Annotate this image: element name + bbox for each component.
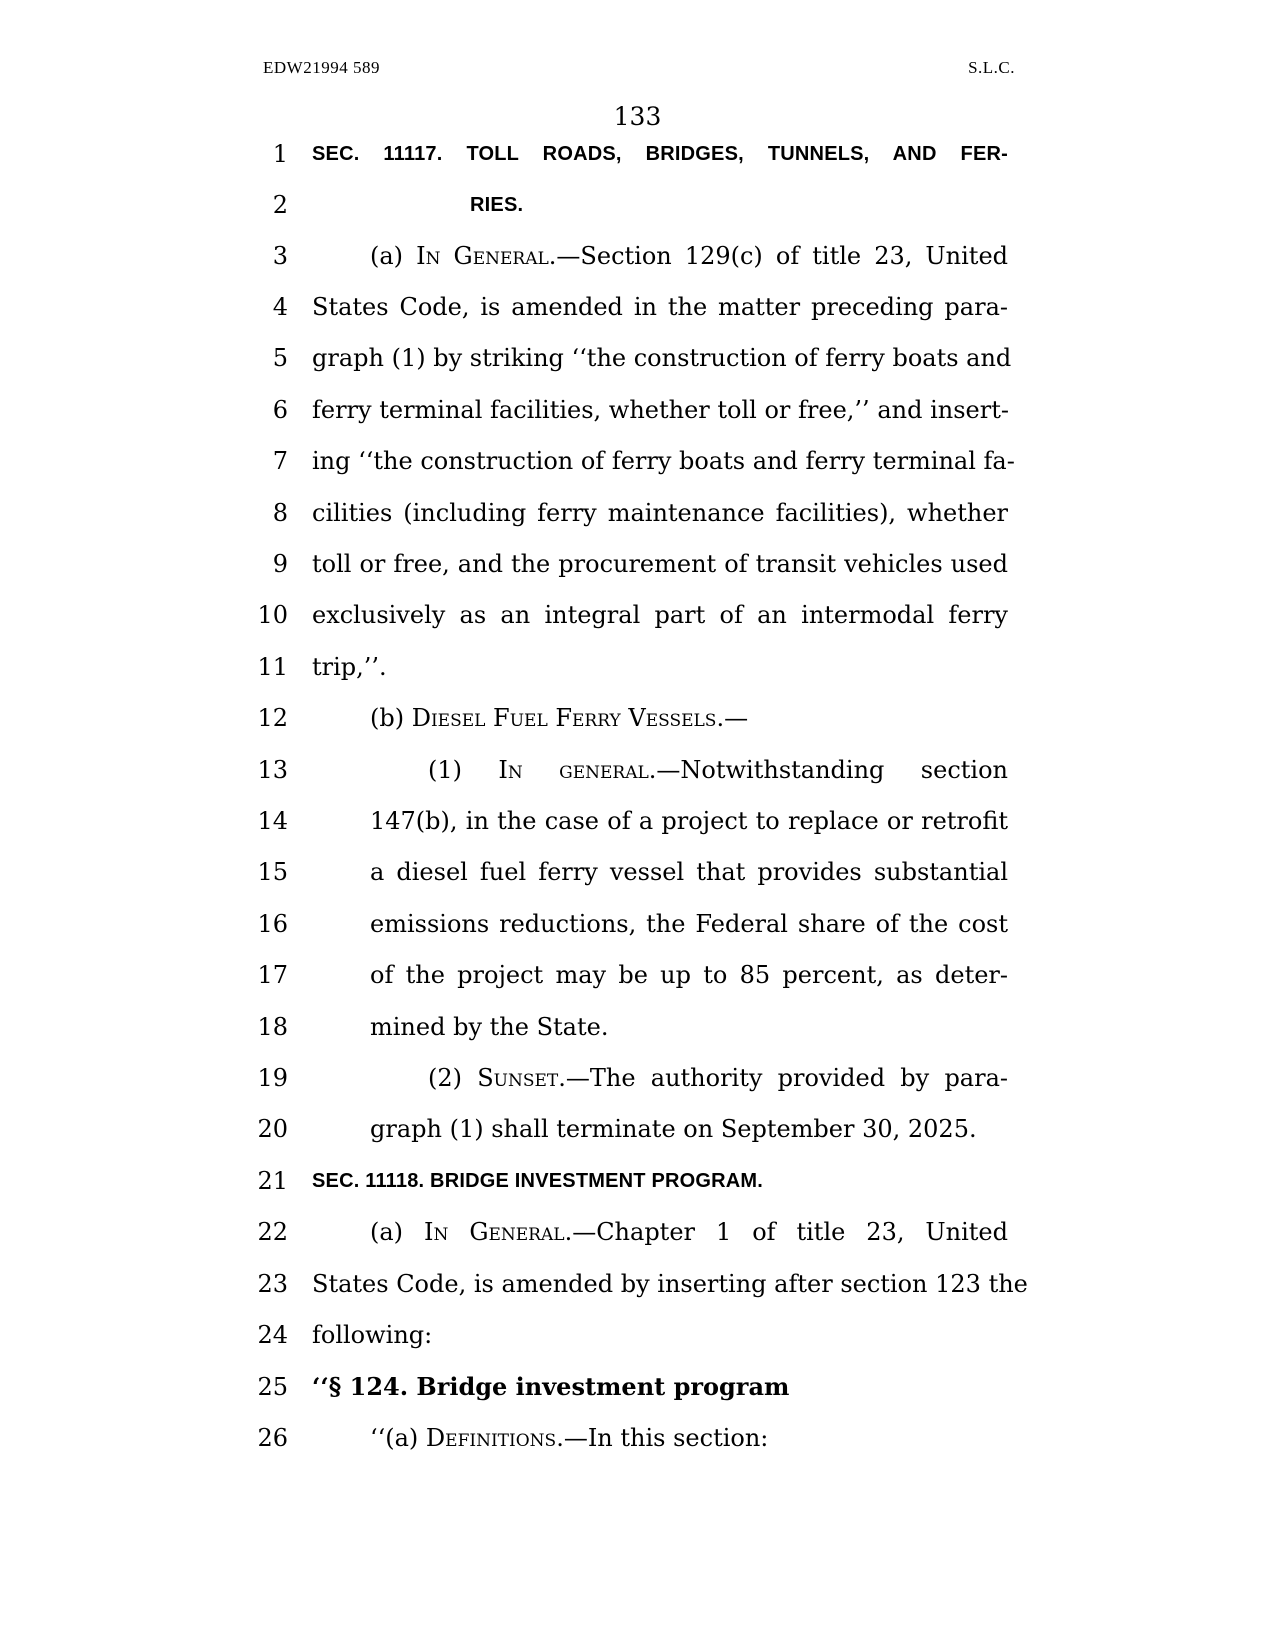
- line-number: 8: [272, 499, 288, 527]
- document-id: EDW21994 589: [263, 58, 380, 77]
- text-line: of the project may be up to 85 percent, as deter-: [370, 961, 1008, 989]
- text-line: mined by the State.: [370, 1013, 609, 1041]
- line-number: 4: [272, 293, 288, 321]
- line-number: 21: [257, 1167, 288, 1195]
- line-number: 5: [272, 344, 288, 372]
- text-line: States Code, is amended by inserting after section 123 the: [312, 1270, 1028, 1298]
- subsection-heading: (b) Diesel Fuel Ferry Vessels.—: [370, 704, 749, 732]
- line-number: 11: [257, 653, 288, 681]
- text-line: (a) In General.—Section 129(c) of title 23, United: [370, 242, 1009, 270]
- section-heading: SEC. 11118. BRIDGE INVESTMENT PROGRAM.: [312, 1170, 764, 1192]
- line-number: 2: [272, 191, 288, 219]
- slc-marker: S.L.C.: [968, 58, 1015, 77]
- line-number: 25: [257, 1373, 288, 1401]
- text-line: ‘‘(a) Definitions.—In this section:: [370, 1424, 769, 1452]
- text-line: emissions reductions, the Federal share of the cost: [370, 910, 1008, 938]
- text-line: graph (1) by striking ‘‘the construction of ferry boats and: [312, 344, 1012, 372]
- section-heading-continued: RIES.: [470, 194, 524, 216]
- line-number: 9: [272, 550, 288, 578]
- text-line: States Code, is amended in the matter preceding para-: [312, 293, 1008, 321]
- text-line: (2) Sunset.—The authority provided by para-: [428, 1064, 1009, 1092]
- text-line: (a) In General.—Chapter 1 of title 23, United: [370, 1218, 1008, 1246]
- line-number: 12: [257, 704, 288, 732]
- text-line: a diesel fuel ferry vessel that provides substantial: [370, 858, 1008, 886]
- page-number: 133: [613, 102, 662, 131]
- text-line: toll or free, and the procurement of transit vehicles used: [312, 550, 1008, 578]
- line-number: 1: [272, 140, 288, 168]
- text-line: graph (1) shall terminate on September 30, 2025.: [370, 1115, 977, 1143]
- text-line: cilities (including ferry maintenance facilities), whether: [312, 499, 1008, 527]
- line-number: 18: [257, 1013, 288, 1041]
- line-number: 13: [257, 756, 288, 784]
- line-number: 17: [257, 961, 288, 989]
- line-number: 10: [257, 601, 288, 629]
- line-number: 22: [257, 1218, 288, 1246]
- line-number: 6: [272, 396, 288, 424]
- text-line: ferry terminal facilities, whether toll or free,’’ and insert-: [312, 396, 1009, 424]
- section-heading: SEC. 11117. TOLL ROADS, BRIDGES, TUNNELS, AND FER-: [312, 143, 1008, 165]
- text-line: (1) In general.—Notwithstanding section: [428, 756, 1008, 784]
- text-line: 147(b), in the case of a project to replace or retrofit: [370, 807, 1008, 835]
- line-number: 24: [257, 1321, 288, 1349]
- line-number: 20: [257, 1115, 288, 1143]
- line-number: 15: [257, 858, 288, 886]
- line-number: 26: [257, 1424, 288, 1452]
- line-number: 19: [257, 1064, 288, 1092]
- text-line: trip,’’.: [312, 653, 387, 681]
- text-line: ing ‘‘the construction of ferry boats and ferry terminal fa-: [312, 447, 1015, 475]
- section-title-124: ‘‘§ 124. Bridge investment program: [312, 1372, 790, 1401]
- line-number: 23: [257, 1270, 288, 1298]
- line-number: 16: [257, 910, 288, 938]
- line-number: 7: [272, 447, 288, 475]
- text-line: following:: [312, 1321, 433, 1349]
- line-number: 14: [257, 807, 288, 835]
- text-line: exclusively as an integral part of an intermodal ferry: [312, 601, 1008, 629]
- line-number: 3: [272, 242, 288, 270]
